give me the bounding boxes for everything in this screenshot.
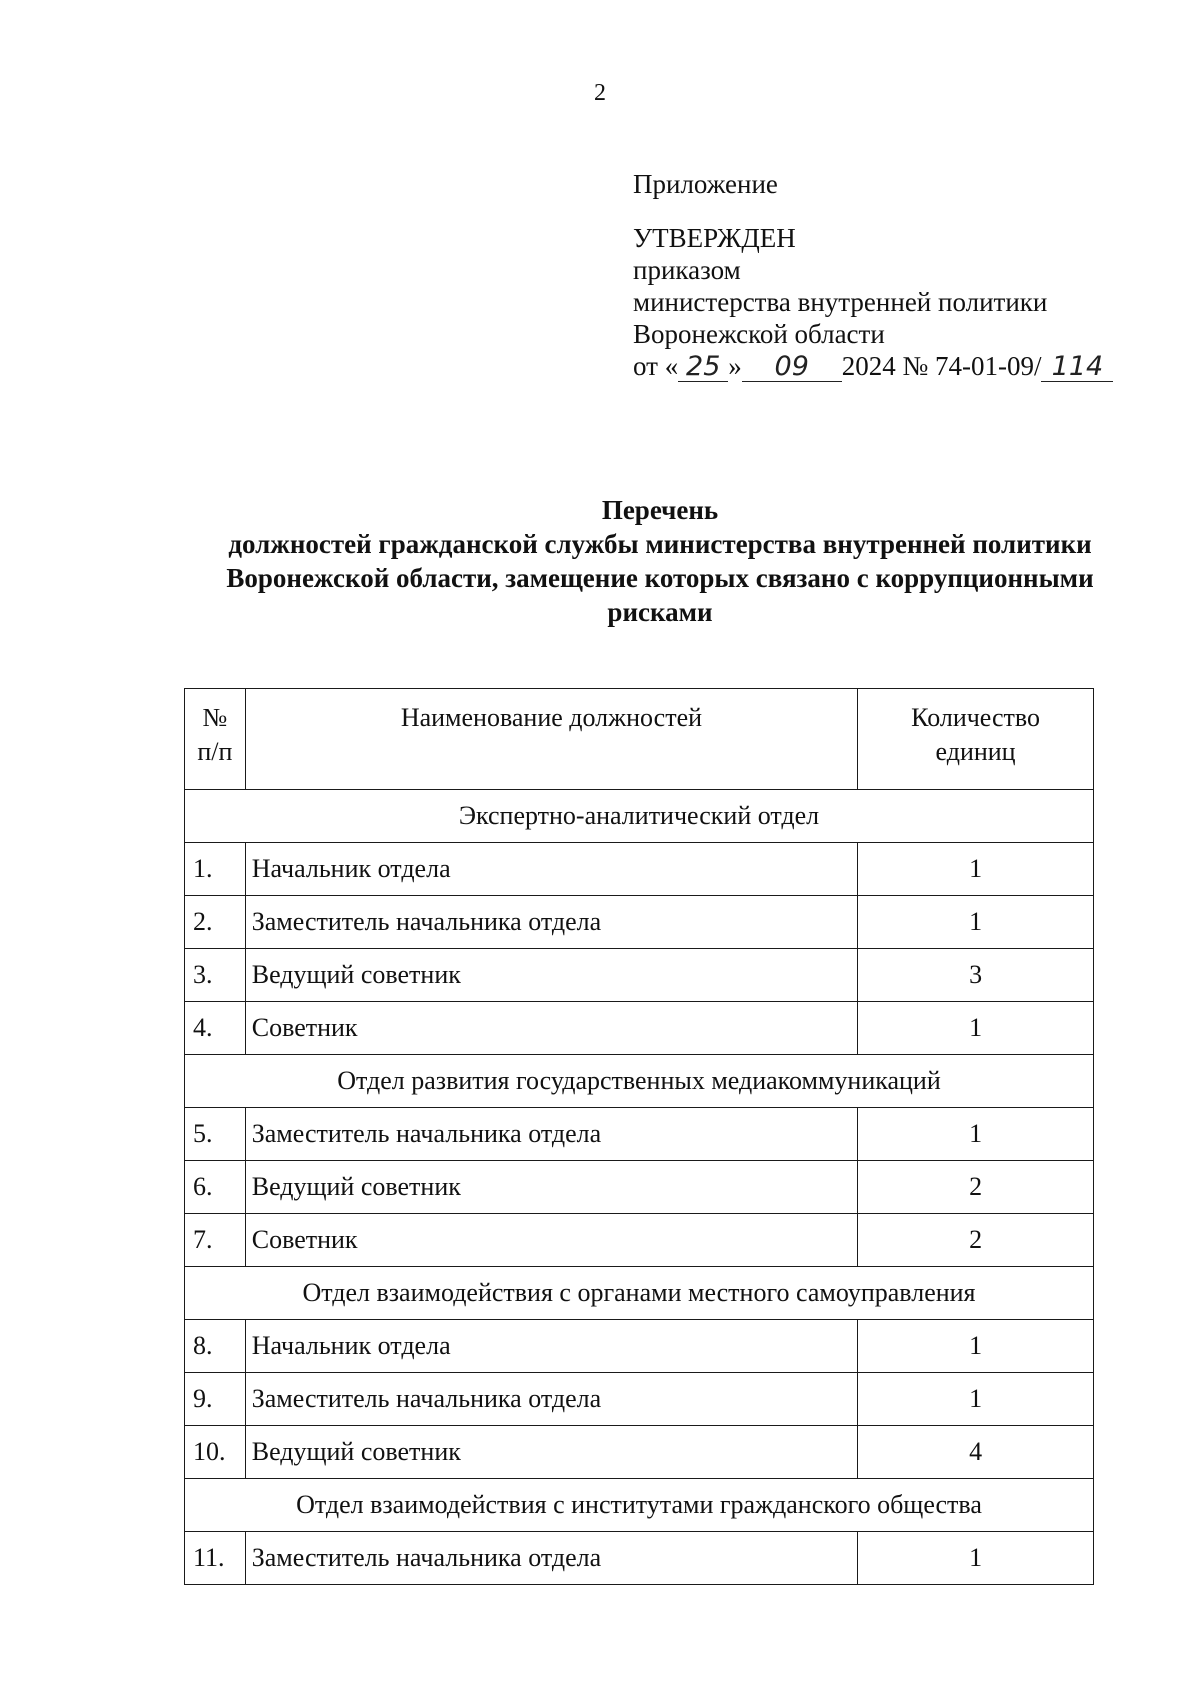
table-row — [185, 949, 1094, 1002]
row-number: 1. — [185, 843, 246, 896]
approval-line-ministry: министерства внутренней политики — [633, 287, 1048, 317]
position-quantity: 1 — [858, 896, 1094, 949]
row-number: 9. — [185, 1373, 246, 1426]
position-quantity: 1 — [858, 1108, 1094, 1161]
table-body — [185, 790, 1094, 1585]
approval-line-order: приказом — [633, 255, 741, 285]
handwritten-month: 09 — [742, 353, 842, 382]
header-position-name: Наименование должностей — [245, 689, 857, 790]
approved-label: УТВЕРЖДЕН — [633, 223, 796, 253]
department-name: Отдел взаимодействия с органами местного самоуправления — [185, 1267, 1094, 1320]
position-name: Начальник отдела — [245, 843, 857, 896]
position-quantity: 4 — [858, 1426, 1094, 1479]
table-row — [185, 1002, 1094, 1055]
approval-line-region: Воронежской области — [633, 319, 885, 349]
position-name: Заместитель начальника отдела — [245, 896, 857, 949]
handwritten-day: 25 — [678, 353, 728, 382]
position-quantity: 2 — [858, 1161, 1094, 1214]
position-name: Советник — [245, 1214, 857, 1267]
row-number: 11. — [185, 1532, 246, 1585]
table-row — [185, 1426, 1094, 1479]
position-name: Заместитель начальника отдела — [245, 1532, 857, 1585]
position-quantity: 2 — [858, 1214, 1094, 1267]
header-number: № п/п — [185, 689, 246, 790]
row-number: 6. — [185, 1161, 246, 1214]
table-row — [185, 1161, 1094, 1214]
position-name: Советник — [245, 1002, 857, 1055]
row-number: 7. — [185, 1214, 246, 1267]
position-quantity: 1 — [858, 843, 1094, 896]
department-row — [185, 1055, 1094, 1108]
position-name: Ведущий советник — [245, 1426, 857, 1479]
date-prefix: от « — [633, 351, 679, 381]
row-number: 2. — [185, 896, 246, 949]
table-header-row — [185, 689, 1094, 790]
header-quantity: Количество единиц — [858, 689, 1094, 790]
position-quantity: 1 — [858, 1002, 1094, 1055]
row-number: 8. — [185, 1320, 246, 1373]
date-close-quote: » — [728, 351, 742, 381]
table-row — [185, 1320, 1094, 1373]
positions-table — [184, 688, 1094, 1585]
row-number: 10. — [185, 1426, 246, 1479]
title-line-2: должностей гражданской службы министерства внутренней политики — [228, 529, 1092, 559]
page-number: 2 — [594, 80, 606, 106]
department-row — [185, 790, 1094, 843]
table-row — [185, 1214, 1094, 1267]
handwritten-order-number: 114 — [1041, 353, 1113, 382]
position-quantity: 3 — [858, 949, 1094, 1002]
row-number: 3. — [185, 949, 246, 1002]
title-line-3: Воронежской области, замещение которых связано с коррупционными — [226, 563, 1094, 593]
year-and-number: 2024 № 74-01-09/ — [841, 351, 1042, 381]
row-number: 5. — [185, 1108, 246, 1161]
document-title — [180, 493, 1140, 629]
department-name: Отдел развития государственных медиакоммуникаций — [185, 1055, 1094, 1108]
table-row — [185, 1532, 1094, 1585]
table-row — [185, 1108, 1094, 1161]
approval-block — [633, 168, 1113, 382]
row-number: 4. — [185, 1002, 246, 1055]
position-name: Заместитель начальника отдела — [245, 1108, 857, 1161]
position-quantity: 1 — [858, 1532, 1094, 1585]
position-name: Заместитель начальника отдела — [245, 1373, 857, 1426]
department-row — [185, 1479, 1094, 1532]
table-row — [185, 843, 1094, 896]
title-line-1: Перечень — [601, 495, 719, 525]
position-name: Ведущий советник — [245, 949, 857, 1002]
table-row — [185, 1373, 1094, 1426]
department-name: Экспертно-аналитический отдел — [185, 790, 1094, 843]
table-row — [185, 896, 1094, 949]
department-row — [185, 1267, 1094, 1320]
position-quantity: 1 — [858, 1320, 1094, 1373]
annex-label: Приложение — [633, 169, 778, 199]
position-quantity: 1 — [858, 1373, 1094, 1426]
title-line-4: рисками — [607, 597, 713, 627]
department-name: Отдел взаимодействия с институтами гражданского общества — [185, 1479, 1094, 1532]
order-date-line — [633, 350, 1113, 382]
position-name: Начальник отдела — [245, 1320, 857, 1373]
position-name: Ведущий советник — [245, 1161, 857, 1214]
